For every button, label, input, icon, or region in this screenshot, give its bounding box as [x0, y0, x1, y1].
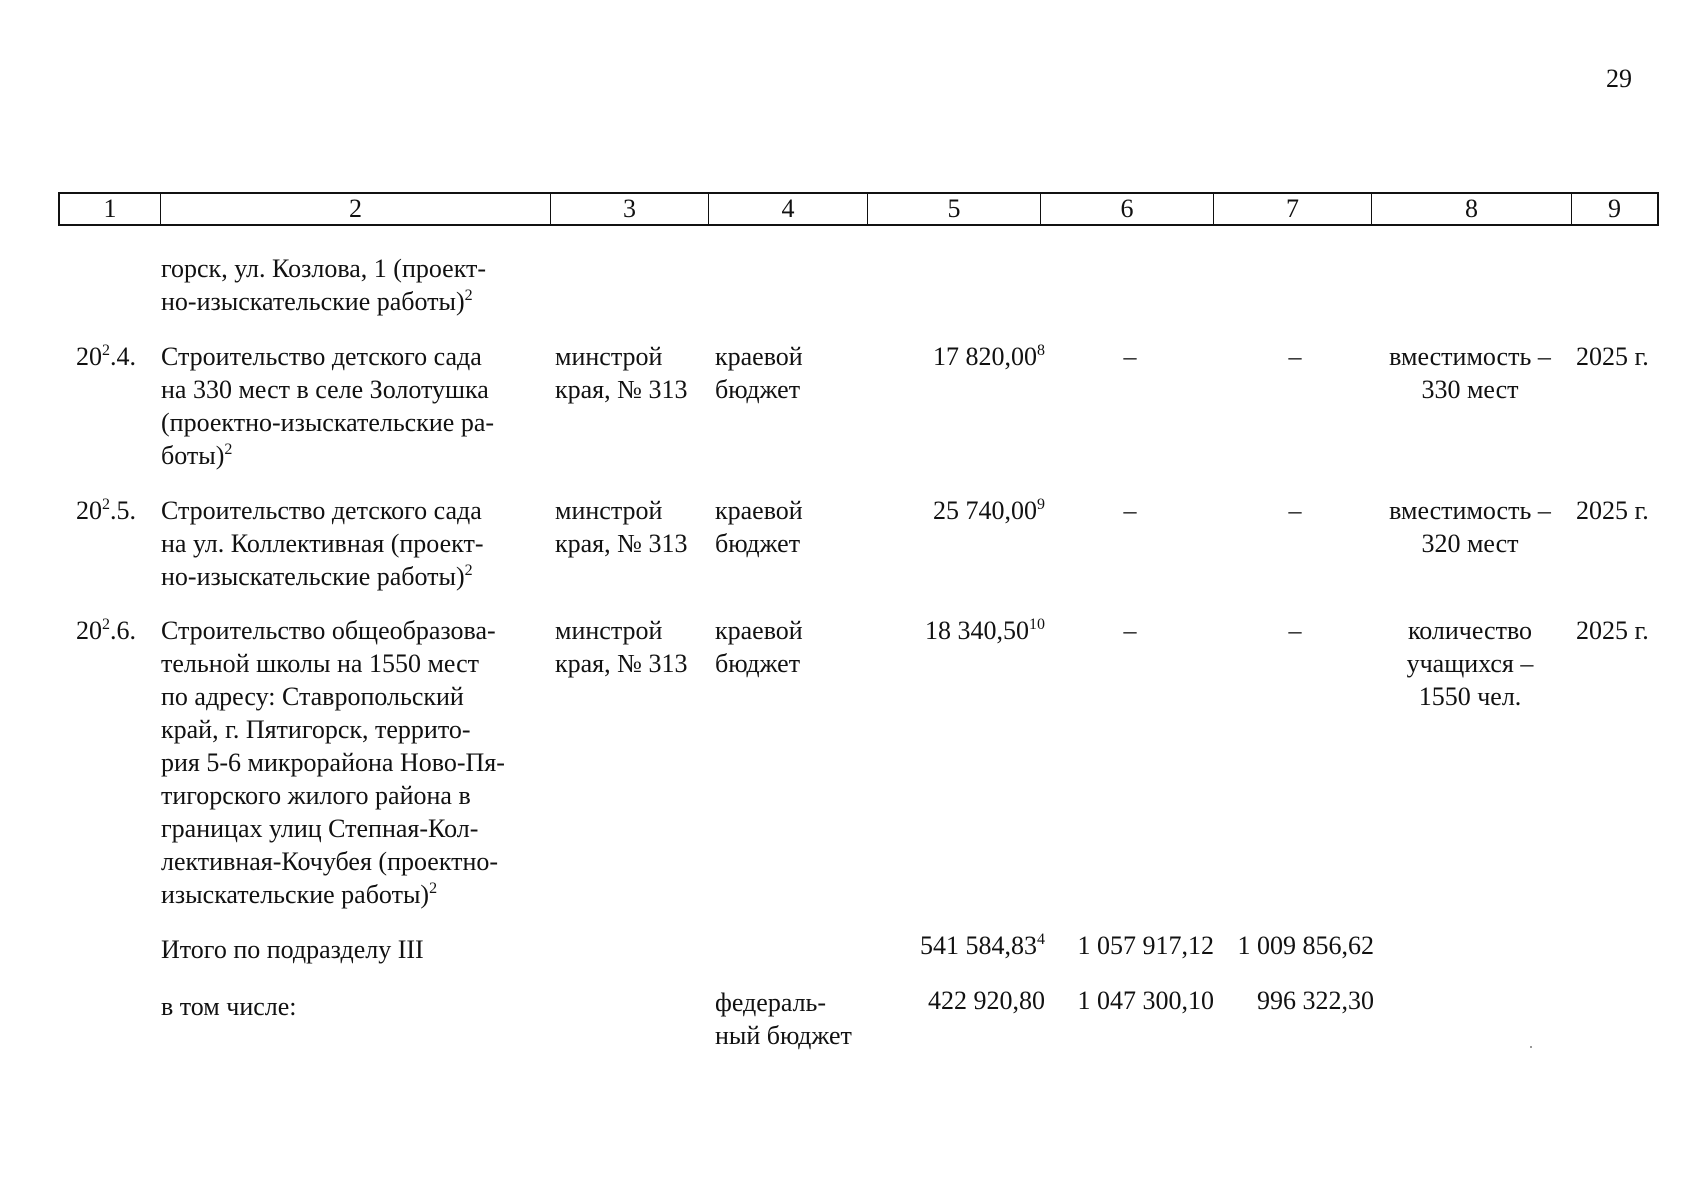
footnote-mark: 2: [102, 616, 110, 633]
row-funding-source: краевой бюджет: [715, 616, 803, 678]
footnote-mark: 9: [1037, 496, 1045, 513]
row-description: Строительство детского сада на 330 мест в селе Золотушка (проектно-изыскательские ра- боты)$^2$: [161, 342, 495, 470]
header-col-2: 2: [160, 194, 550, 224]
row-col7-value: –: [1288, 496, 1302, 525]
row-col6-value: –: [1123, 616, 1137, 645]
footnote-mark: 8: [1037, 342, 1045, 359]
page-number: 29: [1606, 64, 1632, 93]
header-col-4: 4: [708, 194, 867, 224]
including-col6-value: 1 047 300,10: [1077, 986, 1214, 1015]
row-col9-value: 2025 г.: [1576, 496, 1649, 525]
row-continuation-description: [161, 252, 541, 318]
total-col5-value: 541 584,83$^4$: [920, 931, 1045, 960]
row-description: Строительство детского сада на ул. Коллективная (проект- но-изыскательские работы)$^2$: [161, 496, 484, 591]
footnote-mark: 2: [429, 880, 438, 897]
row-executor: минстрой края, № 313: [555, 496, 688, 558]
including-col7-value: 996 322,30: [1257, 986, 1374, 1015]
row-col6-value: –: [1123, 496, 1137, 525]
row-col8-value: количество учащихся – 1550 чел.: [1406, 616, 1534, 711]
row-col5-value: 18 340,50$^{10}$: [925, 616, 1045, 645]
row-col8-value: вместимость – 330 мест: [1389, 342, 1551, 404]
footnote-mark: 4: [1037, 931, 1045, 948]
row-executor: минстрой края, № 313: [555, 616, 688, 678]
desc-line: горск, ул. Козлова, 1 (проект-: [161, 254, 487, 283]
header-col-3: 3: [550, 194, 708, 224]
scan-speck: [1530, 1046, 1532, 1048]
desc-line: но-изыскательские работы): [161, 287, 465, 316]
including-label: в том числе:: [161, 992, 297, 1021]
table-header-row: [58, 192, 1659, 226]
row-number: $20^2.4$.: [76, 342, 136, 371]
total-col6-value: 1 057 917,12: [1077, 931, 1214, 960]
row-col6-value: –: [1123, 342, 1137, 371]
row-funding-source: краевой бюджет: [715, 496, 803, 558]
footnote-mark: 2: [464, 287, 473, 304]
including-funding-source: федераль- ный бюджет: [715, 988, 852, 1050]
row-col9-value: 2025 г.: [1576, 616, 1649, 645]
total-col7-value: 1 009 856,62: [1237, 931, 1374, 960]
footnote-mark: 2: [102, 342, 110, 359]
header-col-8: 8: [1371, 194, 1571, 224]
footnote-mark: 2: [224, 441, 233, 458]
row-description: Строительство общеобразова- тельной школы на 1550 мест по адресу: Ставропольский край, г. Пятигорск, террито- рия 5-6 микрорайона Ново-Пя- тигорского жилого района в границах улиц Степная-Кол- лективная-Кочубея (проектно- изыскательские работы)$^2$: [161, 616, 505, 909]
row-col8-value: вместимость – 320 мест: [1389, 496, 1551, 558]
row-number: $20^2.5$.: [76, 496, 136, 525]
total-label: Итого по подразделу III: [161, 935, 424, 964]
footnote-mark: 10: [1029, 616, 1045, 633]
row-col7-value: –: [1288, 342, 1302, 371]
including-col5-value: 422 920,80: [928, 986, 1045, 1015]
row-funding-source: краевой бюджет: [715, 342, 803, 404]
header-col-6: 6: [1040, 194, 1213, 224]
header-col-5: 5: [867, 194, 1040, 224]
footnote-mark: 2: [102, 496, 110, 513]
row-col7-value: –: [1288, 616, 1302, 645]
row-number: $20^2.6$.: [76, 616, 136, 645]
header-col-1: 1: [103, 194, 117, 223]
row-col9-value: 2025 г.: [1576, 342, 1649, 371]
header-col-7: 7: [1213, 194, 1371, 224]
row-col5-value: 25 740,00$^9$: [933, 496, 1045, 525]
row-col5-value: 17 820,00$^8$: [933, 342, 1045, 371]
row-executor: минстрой края, № 313: [555, 342, 688, 404]
footnote-mark: 2: [464, 562, 473, 579]
header-col-9: 9: [1571, 194, 1657, 224]
